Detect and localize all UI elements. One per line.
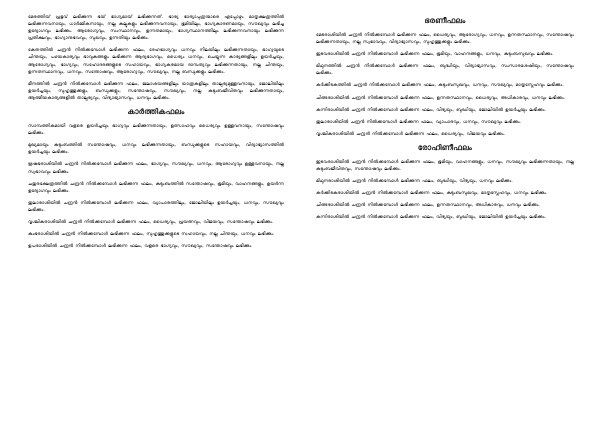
paragraph: തുലാരാശിയിൽ ചന്ദ്രൻ നിൽക്കമ്പോൾ ലഭിക്കുന്ന ഫലം, വ്യാപാരവും, ധനവും, സൗഖ്യവും ലഭിക്കും. bbox=[316, 119, 522, 125]
paragraph: കുംഭരാശിയിൽ ചന്ദ്രൻ നിൽക്കമ്പോൾ ലഭിക്കുന്ന ഫലം, സുഹൃത്തുക്കളുടെ സഹായവും, നല്ല ചിന്തയും, ധനവും ലഭിക്കും. bbox=[28, 232, 275, 238]
paragraph: കേതത്തിൽ ചന്ദ്രൻ നിൽക്കമ്പോൾ ലഭിക്കുന്ന ഫലം, ദേഹഭാഗ്യവും ധനവും നിലയിലും ലഭിക്കുന്നതായും, ഭാഗ്യയുടെ ചിന്തയും, പഴയകാര്യവും ഭാവുകങ്ങളും ലഭിക്കുന്ന ആദ്യഭാഗവും, ധൈര്യം ധനവും, ചെയ്യുന്ന കാര്യങ്ങളിലും ഉയർച്ചയും, ആരോഗ്യവും, ഭാഗ്യവും, സഹോദരങ്ങളുടെ സഹായവും, ഭാഗ്യകരമായ ദാമ്പത്യവും ലഭിക്കുന്നതായും, നല്ല ചിന്തയും, ഉന്നതസ്ഥാനവും, ധനവും, സന്തോഷവും, ആരോഗ്യവും, സൗഖ്യവും, നല്ല ബന്ധുക്കളും ലഭിക്കും. bbox=[28, 48, 284, 75]
paragraph: ഋഷഭരാശിയിൽ ചന്ദ്രൻ നിൽക്കമ്പോൾ ലഭിക്കുന്ന ഫലം, ഭാഗ്യവും, സൗഖ്യവും, ധനവും, ആരോഗ്യവും ഉള്ളവനായും, നല്ല സ്വഭാവവും ലഭിക്കും. bbox=[28, 162, 284, 175]
paragraph: വൃശ്ചികരാശിയിൽ ചന്ദ്രൻ നിൽക്കമ്പോൾ ലഭിക്കുന്ന ഫലം, ധൈര്യവും, പ്രയത്നവും, വിജയവും, സന്തോഷവും ലഭിക്കും. bbox=[28, 219, 274, 225]
right-column bbox=[316, 14, 574, 227]
left-column bbox=[28, 14, 284, 255]
paragraph: ഇടവരാശിയിൽ ചന്ദ്രൻ നിൽക്കമ്പോൾ ലഭിക്കുന്ന ഫലം, ഭൂമിയും, വാഹനങ്ങളും, ധനവും, കുടുംബസുഖവും ലഭിക്കും. bbox=[316, 52, 554, 58]
paragraph: ഇടവരാശിയിൽ ചന്ദ്രൻ നിൽക്കമ്പോൾ ലഭിക്കുന്ന ഫലം, ഭൂമിയും, വാഹനങ്ങളും, ധനവും, സൗഖ്യവും ലഭിക്കുന്നതായും, നല്ല കുടുംബജീവിതവും, സന്തോഷവും ലഭിക്കും. bbox=[316, 159, 574, 173]
paragraph: ചിങ്ങരാശിയിൽ ചന്ദ്രൻ നിൽക്കമ്പോൾ ലഭിക്കുന്ന ഫലം, ഉന്നതസ്ഥാനവും, അധികാരവും, ധനവും ലഭിക്കും. bbox=[316, 203, 541, 209]
paragraph: ചതുരക്ഷേത്രത്തിൽ ചന്ദ്രൻ നിൽക്കമ്പോൾ ലഭിക്കുന്ന ഫലം, കുടുംബത്തിൽ സന്തോഷവും, ഭൂമിയും, വാഹനങ്ങളും, ഉയർന്ന ഉദ്യോഗവും ലഭിക്കും. bbox=[28, 181, 284, 194]
paragraph: കന്നിരാശിയിൽ ചന്ദ്രൻ നിൽക്കമ്പോൾ ലഭിക്കുന്ന ഫലം, വിദ്യയും, ബുദ്ധിയും, ജോലിയിൽ ഉയർച്ചയും ലഭിക്കും. bbox=[316, 215, 547, 221]
paragraph: കർക്കിടകരാശിയിൽ ചന്ദ്രൻ നിൽക്കമ്പോൾ ലഭിക്കുന്ന ഫലം, കുടുംബസുഖവും, മാതൃസ്നേഹവും, ധനവും ലഭിക്കും. bbox=[316, 191, 548, 197]
paragraph: ഉപരാശിയിൽ ചന്ദ്രൻ നിൽക്കമ്പോൾ ലഭിക്കുന്ന ഫലം, വളരെ ഭാഗ്യവും, സൗഖ്യവും, സന്തോഷവും ലഭിക്കും. bbox=[28, 244, 253, 250]
paragraph: മുഖ്യമായും കുടുംബത്തിൽ സന്തോഷവും, ധനവും ലഭിക്കുന്നതായും, ബന്ധുക്കളുടെ സഹായവും, വിദ്യാഭ്യാസത്തിൽ ഉയർച്ചയും ലഭിക്കും. bbox=[28, 143, 284, 156]
paragraph: ചിങ്ങരാശിയിൽ ചന്ദ്രൻ നിൽക്കമ്പോൾ ലഭിക്കുന്ന ഫലം, ഉന്നതസ്ഥാനവും, ധൈര്യവും, അധികാരവും, ധനവും ലഭിക്കും. bbox=[316, 95, 566, 101]
section-heading: കാർത്തികഫലം bbox=[127, 107, 185, 117]
paragraph: മേടരാശിയിൽ ചന്ദ്രൻ നിൽക്കമ്പോൾ ലഭിക്കുന്ന ഫലം, ധൈര്യവും, ആരോഗ്യവും, ധനവും, ഉന്നതസ്ഥാനവും, സന്തോഷവും ലഭിക്കുന്നതായും, നല്ല സ്വഭാവവും, വിദ്യാഭ്യാസവും, സുഹൃത്തുക്കളും ലഭിക്കും. bbox=[316, 33, 574, 46]
paragraph: വൃശ്ചികരാശിയിൽ ചന്ദ്രൻ നിൽക്കമ്പോൾ ലഭിക്കുന്ന ഫലം, ധൈര്യവും, വിജയവും ലഭിക്കും. bbox=[316, 131, 506, 137]
section-heading: രോഹിണീഫലം bbox=[417, 142, 473, 152]
paragraph: മീനത്തിൽ ചന്ദ്രൻ നിൽക്കമ്പോൾ ലഭിക്കുന്ന ഫലം, ജലാശയങ്ങളിലും യാത്രകളിലും താല്പര്യമുള്ളവനായും, ജോലിയിലും ഉയർച്ചയും, സുഹൃത്തുക്കളും, ബന്ധുക്കളും, സന്തോഷവും, സൗഖ്യവും, നല്ല കുടുംബജീവിതവും ലഭിക്കുന്നതായും, ആത്മീയകാര്യങ്ങളിൽ താല്പര്യവും, വിദ്യാഭ്യാസവും, ധനവും ലഭിക്കും. bbox=[28, 81, 284, 101]
paragraph: സാമ്പത്തികമായി വളരെ ഉയർച്ചയും ഭാഗ്യവും ലഭിക്കുന്നതായും, ഉത്സാഹവും ധൈര്യവും ഉള്ളവനായും, സന്തോഷവും ലഭിക്കും. bbox=[28, 124, 284, 137]
paragraph: തുലാരാശിയിൽ ചന്ദ്രൻ നിൽക്കമ്പോൾ ലഭിക്കുന്ന ഫലം, വ്യാപാരത്തിലും, ജോലിയിലും ഉയർച്ചയും, ധനവും, സൗഖ്യവും ലഭിക്കും. bbox=[28, 200, 284, 213]
section-heading: ഭരണീഫലം bbox=[424, 16, 466, 25]
paragraph: മിഥുനത്തിൽ ചന്ദ്രൻ നിൽക്കമ്പോൾ ലഭിക്കുന്ന ഫലം, ബുദ്ധിയും, വിദ്യാഭ്യാസവും, സംസാരശേഷിയും, സന്തോഷവും ലഭിക്കും. bbox=[316, 64, 574, 77]
paragraph: കർക്കിടകത്തിൽ ചന്ദ്രൻ നിൽക്കമ്പോൾ ലഭിക്കുന്ന ഫലം, കുടുംബസുഖവും, ധനവും, സൗഖ്യവും, മാതൃസ്നേഹവും ലഭിക്കും. bbox=[316, 83, 564, 89]
paragraph: മേരത്തിയ് പ്രഭുവ് ലഭിക്കുന്ന ഭയ് ഭാഗ്യമായ് ലഭിക്കുന്നത്. ഭാര്യ ഭാര്യാപുത്രന്മാരെ എപ്പോഴും മാതൃക്ഷത്രത്തിൽ ലഭിക്കുന്നവനായും, ധാർമ്മികനായും, നല്ല കല്പുകളും ലഭിക്കുന്നവനായും, ഭൂമിയിലും, ഭാഗ്യകാരണമായും, സൗഖ്യവും ലഭിച്ച ഉദ്യോഗവും ലഭിക്കും. ആരോഗ്യവും, സംസ്ഥാനവും, ഉന്നതമായും, ഭാഗ്യസ്ഥാനത്തിലും ലഭിക്കുന്നവനായും ലഭിക്കുന്ന പ്രതിക്ഷവും, ഭാഗ്യാനുഭവവും, സുഖവും, ഉന്നതിയും ലഭിക്കും. bbox=[28, 15, 284, 42]
paragraph: മിഥുനരാശിയിൽ ചന്ദ്രൻ നിൽക്കമ്പോൾ ലഭിക്കുന്ന ഫലം, ബുദ്ധിയും, വിദ്യയും, ധനവും ലഭിക്കും. bbox=[316, 179, 513, 185]
paragraph: കന്നിരാശിയിൽ ചന്ദ്രൻ നിൽക്കമ്പോൾ ലഭിക്കുന്ന ഫലം, വിദ്യയും, ബുദ്ധിയും, ജോലിയിൽ ഉയർച്ചയും ലഭിക്കും. bbox=[316, 107, 547, 113]
